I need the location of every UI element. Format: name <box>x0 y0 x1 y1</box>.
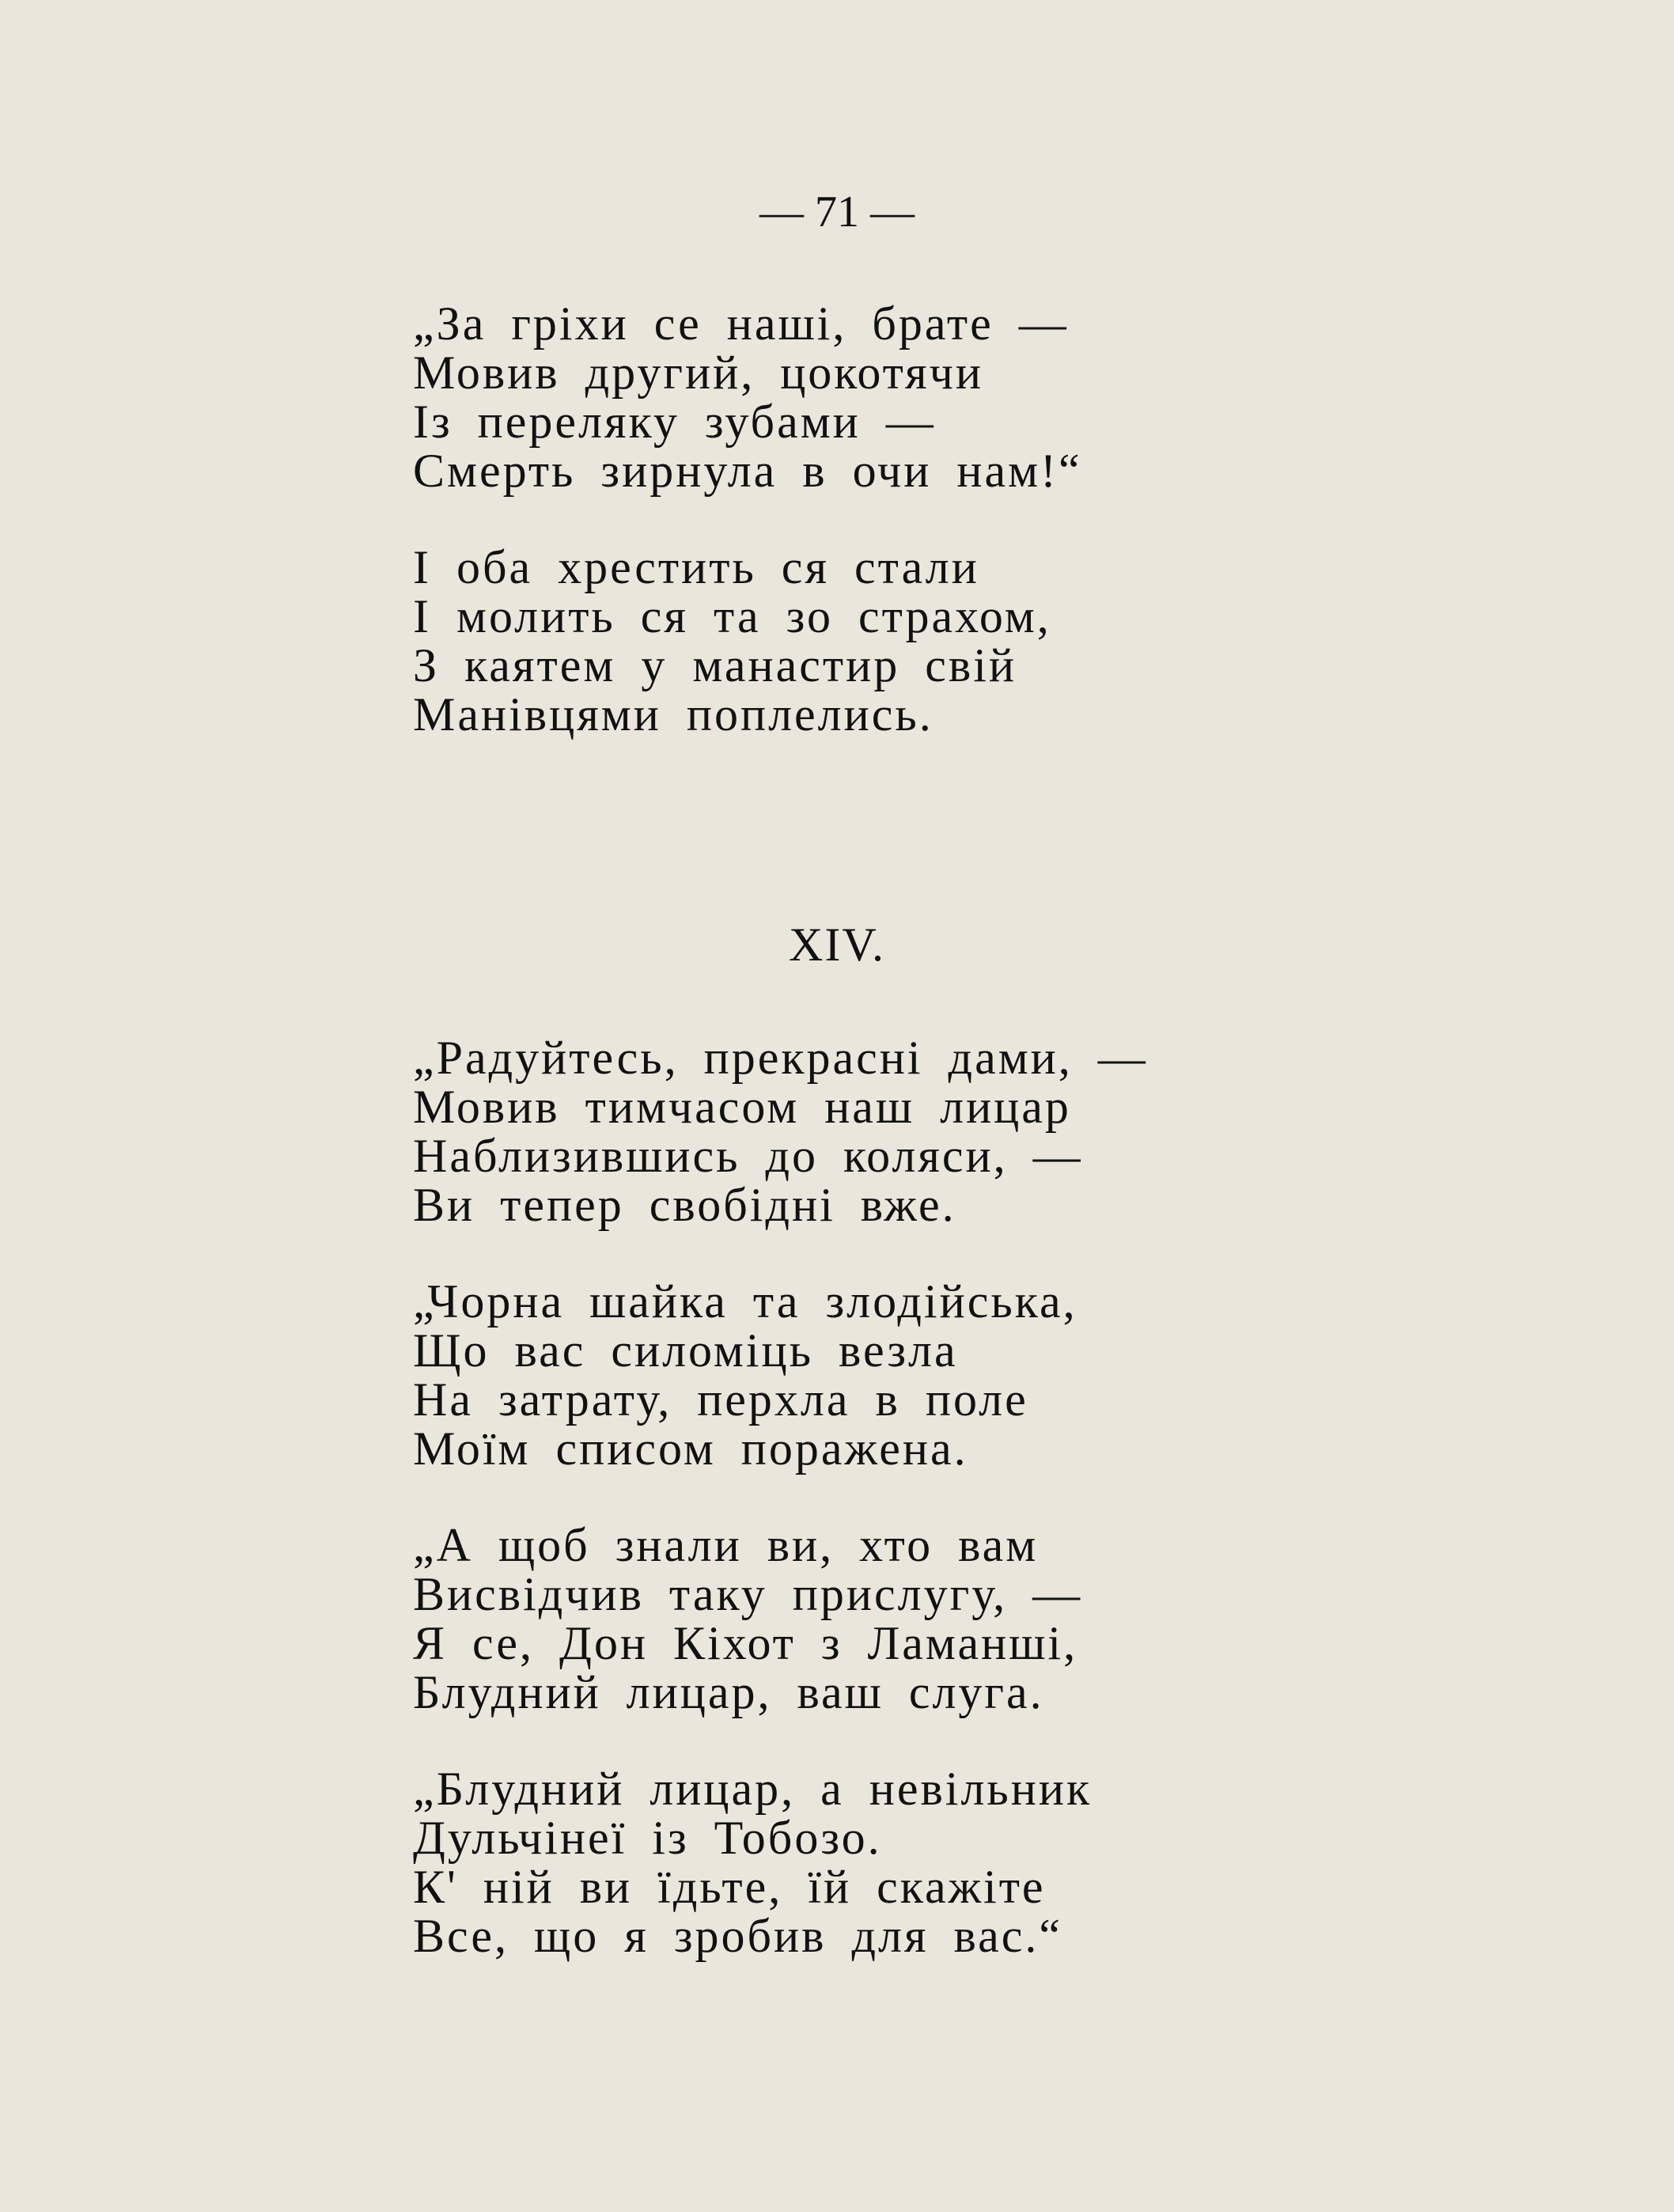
verse-line: Наблизившись до коляси, — <box>413 1130 1083 1182</box>
verse-line: „За гріхи се наші, брате — <box>413 297 1069 350</box>
verse-line: З каятем у манастир свій <box>413 639 1017 691</box>
verse-line: Блудний лицар, ваш слуга. <box>413 1666 1044 1718</box>
stanza <box>413 1033 1631 1229</box>
verse-line: На затрату, перхла в поле <box>413 1373 1028 1426</box>
verse-line: „Блудний лицар, а невільник <box>413 1763 1093 1815</box>
verse-line: Ви тепер свобідні вже. <box>413 1179 956 1231</box>
stanza <box>413 1277 1631 1473</box>
stanza <box>413 543 1631 739</box>
verse-line: Що вас силоміць везла <box>413 1324 958 1377</box>
verse-line: Мовив другий, цокотячи <box>413 347 983 399</box>
verse-line: Моїм списом поражена. <box>413 1422 968 1475</box>
verse-line: Висвідчив таку прислугу, — <box>413 1568 1083 1620</box>
verse-line: Все, що я зробив для вас.“ <box>413 1910 1062 1962</box>
verse-line: К' ній ви їдьте, їй скажіте <box>413 1861 1046 1913</box>
verse-line: „Радуйтесь, прекрасні дами, — <box>413 1032 1148 1084</box>
verse-line: Я се, Дон Кіхот з Ламанші, <box>413 1617 1078 1669</box>
stanza <box>413 1521 1631 1717</box>
stanza <box>413 299 1631 495</box>
section-heading: XIV. <box>789 919 885 971</box>
verse-line: І оба хрестить ся стали <box>413 541 979 593</box>
verse-line: І молить ся та зо страхом, <box>413 590 1051 642</box>
verse-line: Із переляку зубами — <box>413 396 936 448</box>
verse-line: Манівцями поплелись. <box>413 688 934 740</box>
verse-line: Дульчінеї із Тобозо. <box>413 1812 882 1864</box>
verse-line: Смерть зирнула в очи нам!“ <box>413 445 1082 497</box>
verse-line: „Чорна шайка та злодійська, <box>413 1275 1077 1328</box>
stanza <box>413 1764 1631 1960</box>
verse-line: Мовив тимчасом наш лицар <box>413 1081 1071 1133</box>
verse-line: „А щоб знали ви, хто вам <box>413 1519 1039 1571</box>
page-number: — 71 — <box>759 187 915 237</box>
